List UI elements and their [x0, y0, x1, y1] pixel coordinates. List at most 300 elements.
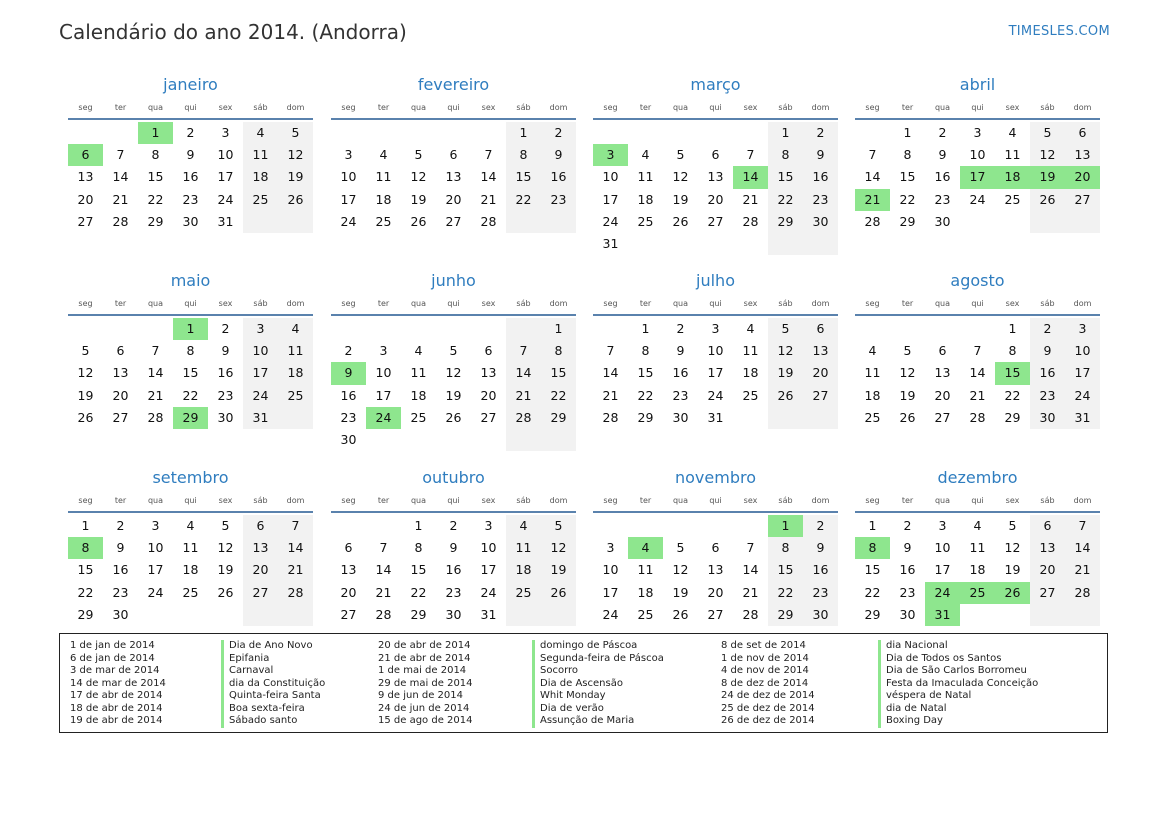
day-cell: 24 [480, 584, 497, 600]
day-cell: 27 [1065, 189, 1100, 211]
weekday-label: dom [549, 299, 568, 308]
day-cell: 23 [541, 189, 576, 211]
day-cell: 23 [934, 191, 951, 207]
day-cell: 4 [868, 343, 877, 359]
day-cell: 15 [182, 365, 199, 381]
day-cell: 13 [1030, 537, 1065, 559]
day-cell: 17 [375, 387, 392, 403]
day-cell: 14 [864, 169, 881, 185]
day-cell: 29 [541, 407, 576, 429]
empty-cell [506, 604, 541, 626]
weekday-header [593, 294, 838, 316]
day-cell: 18 [637, 584, 654, 600]
weekday-label: dom [549, 496, 568, 505]
month-5 [68, 270, 313, 429]
day-cell: 18 [742, 365, 759, 381]
day-cell: 12 [672, 562, 689, 578]
day-cell: 6 [938, 343, 947, 359]
legend-entry: 6 de jan de 2014 [70, 652, 155, 664]
weekday-label: seg [865, 496, 880, 505]
day-cell: 16 [340, 387, 357, 403]
day-cell: 2 [344, 343, 353, 359]
day-cell: 31 [1065, 407, 1100, 429]
day-cell: 4 [506, 515, 541, 537]
month-name: maio [170, 271, 211, 290]
day-cell: 17 [1065, 362, 1100, 384]
day-cell: 11 [278, 340, 313, 362]
day-cell: 8 [541, 340, 576, 362]
day-cell: 2 [1030, 318, 1065, 340]
day-cell: 23 [803, 582, 838, 604]
weekday-label: seg [341, 496, 356, 505]
day-cell: 27 [112, 409, 129, 425]
legend-entry: 26 de dez de 2014 [721, 715, 815, 726]
weekday-label: ter [377, 103, 390, 112]
day-cell: 14 [1065, 537, 1100, 559]
weekday-label: ter [114, 103, 127, 112]
day-cell: 3 [151, 518, 160, 533]
empty-cell [471, 122, 506, 144]
day-cell: 4 [186, 518, 195, 533]
empty-cell [663, 233, 698, 255]
day-cell: 6 [711, 147, 720, 163]
day-cell: 22 [147, 191, 164, 207]
weekday-label: qua [672, 496, 689, 505]
day-cell: 20 [707, 191, 724, 207]
day-cell: 1 [506, 122, 541, 144]
day-cell: 7 [973, 343, 982, 359]
day-cell: 13 [445, 169, 462, 185]
legend-entry: dia Nacional [886, 640, 948, 651]
empty-cell [506, 429, 541, 451]
empty-cell [366, 429, 401, 451]
empty-cell [243, 211, 278, 233]
day-cell: 4 [1008, 125, 1017, 140]
weekday-label: qua [934, 103, 951, 112]
empty-cell [925, 318, 960, 340]
day-cell: 9 [541, 144, 576, 166]
day-cell: 23 [217, 387, 234, 403]
day-cell: 14 [147, 365, 164, 381]
empty-cell [506, 211, 541, 233]
weekday-label: sáb [253, 103, 268, 112]
day-cell: 29 [1004, 409, 1021, 425]
empty-cell [401, 429, 436, 451]
day-cell: 1 [1008, 321, 1017, 336]
weekday-label: dom [286, 496, 305, 505]
day-cell: 28 [864, 213, 881, 229]
day-cell: 10 [217, 147, 234, 163]
weekday-header [593, 98, 838, 120]
month-7 [593, 270, 838, 429]
day-cell: 28 [506, 407, 541, 429]
month-name: fevereiro [417, 75, 490, 94]
day-cell: 1 [768, 515, 803, 537]
day-grid [855, 318, 1100, 429]
empty-cell [1065, 211, 1100, 233]
day-cell: 5 [1030, 122, 1065, 144]
day-cell: 31 [480, 606, 497, 622]
empty-cell [541, 604, 576, 626]
month-name: julho [696, 271, 735, 290]
day-cell: 8 [1008, 343, 1017, 359]
day-cell: 25 [864, 409, 881, 425]
day-cell: 18 [243, 166, 278, 188]
empty-cell [541, 211, 576, 233]
day-cell: 30 [340, 431, 357, 447]
day-cell: 17 [340, 191, 357, 207]
day-cell: 12 [445, 365, 462, 381]
day-cell: 2 [903, 518, 912, 533]
day-cell: 21 [112, 191, 129, 207]
day-cell: 6 [1030, 515, 1065, 537]
legend-entry: Festa da Imaculada Conceição [886, 677, 1039, 689]
day-cell: 30 [803, 604, 838, 626]
day-cell: 6 [68, 144, 103, 166]
day-cell: 25 [1004, 191, 1021, 207]
day-cell: 15 [637, 365, 654, 381]
empty-cell [68, 122, 103, 144]
weekday-label: ter [377, 299, 390, 308]
weekday-header [68, 98, 313, 120]
weekday-label: seg [78, 496, 93, 505]
day-cell: 19 [1030, 166, 1065, 188]
day-cell: 7 [606, 343, 615, 359]
day-grid [593, 122, 838, 255]
day-cell: 25 [637, 606, 654, 622]
day-cell: 25 [278, 385, 313, 407]
day-cell: 24 [602, 213, 619, 229]
day-cell: 6 [243, 515, 278, 537]
day-cell: 4 [628, 537, 663, 559]
day-cell: 6 [344, 540, 353, 556]
day-cell: 25 [410, 409, 427, 425]
day-cell: 27 [445, 213, 462, 229]
day-cell: 20 [934, 387, 951, 403]
month-3 [593, 74, 838, 255]
empty-cell [663, 122, 698, 144]
day-cell: 14 [375, 562, 392, 578]
day-cell: 8 [186, 343, 195, 359]
empty-cell [366, 122, 401, 144]
day-cell: 28 [278, 582, 313, 604]
weekday-label: qua [410, 299, 427, 308]
day-cell: 29 [410, 606, 427, 622]
day-cell: 14 [480, 169, 497, 185]
day-cell: 16 [445, 562, 462, 578]
day-cell: 28 [742, 606, 759, 622]
day-cell: 20 [340, 584, 357, 600]
day-cell: 10 [707, 343, 724, 359]
day-cell: 24 [243, 385, 278, 407]
day-cell: 21 [480, 191, 497, 207]
day-cell: 2 [449, 518, 458, 533]
weekday-label: dom [1073, 299, 1092, 308]
weekday-label: sex [481, 103, 496, 112]
day-cell: 13 [243, 537, 278, 559]
legend-entry: 21 de abr de 2014 [378, 652, 471, 664]
day-cell: 21 [1065, 559, 1100, 581]
day-cell: 14 [969, 365, 986, 381]
legend-dates-col-2 [378, 640, 473, 728]
weekday-label: qua [672, 103, 689, 112]
day-cell: 11 [506, 537, 541, 559]
day-cell: 18 [278, 362, 313, 384]
day-cell: 10 [934, 540, 951, 556]
day-cell: 27 [77, 213, 94, 229]
day-cell: 28 [480, 213, 497, 229]
day-cell: 4 [746, 321, 755, 336]
day-cell: 27 [243, 582, 278, 604]
day-cell: 16 [803, 559, 838, 581]
legend-entry: Boa sexta-feira [229, 702, 305, 714]
day-cell: 28 [147, 409, 164, 425]
day-cell: 13 [77, 169, 94, 185]
day-cell: 21 [602, 387, 619, 403]
empty-cell [436, 318, 471, 340]
weekday-label: dom [811, 299, 830, 308]
day-cell: 18 [182, 562, 199, 578]
day-cell: 17 [934, 562, 951, 578]
day-cell: 1 [414, 518, 423, 533]
empty-cell [331, 122, 366, 144]
weekday-label: sáb [516, 299, 531, 308]
day-cell: 13 [934, 365, 951, 381]
day-cell: 5 [903, 343, 912, 359]
day-cell: 3 [973, 125, 982, 140]
day-grid [593, 318, 838, 429]
day-cell: 12 [77, 365, 94, 381]
empty-cell [1030, 211, 1065, 233]
day-cell: 17 [480, 562, 497, 578]
day-cell: 27 [707, 606, 724, 622]
day-cell: 16 [217, 365, 234, 381]
day-cell: 3 [379, 343, 388, 359]
day-cell: 15 [77, 562, 94, 578]
day-cell: 30 [182, 213, 199, 229]
day-cell: 22 [768, 582, 803, 604]
weekday-label: ter [901, 496, 914, 505]
day-cell: 12 [672, 169, 689, 185]
weekday-label: sáb [1040, 299, 1055, 308]
weekday-label: sex [481, 496, 496, 505]
site-link[interactable]: TIMESLES.COM [1008, 24, 1110, 39]
day-cell: 15 [995, 362, 1030, 384]
day-cell: 7 [1065, 515, 1100, 537]
legend-entry: 25 de dez de 2014 [721, 702, 815, 714]
day-cell: 15 [864, 562, 881, 578]
day-cell: 1 [768, 122, 803, 144]
empty-cell [401, 122, 436, 144]
day-cell: 24 [1065, 385, 1100, 407]
day-cell: 11 [969, 540, 986, 556]
day-cell: 29 [768, 211, 803, 233]
day-cell: 3 [243, 318, 278, 340]
day-cell: 27 [340, 606, 357, 622]
day-cell: 9 [221, 343, 230, 359]
legend-entry: Epifania [229, 652, 270, 664]
day-cell: 9 [676, 343, 685, 359]
empty-cell [593, 318, 628, 340]
weekday-label: ter [639, 103, 652, 112]
holiday-legend [59, 633, 1108, 733]
day-cell: 16 [934, 169, 951, 185]
day-cell: 11 [243, 144, 278, 166]
day-cell: 1 [541, 318, 576, 340]
day-cell: 2 [221, 321, 230, 336]
day-cell: 2 [116, 518, 125, 533]
month-name: novembro [675, 468, 756, 487]
empty-cell [628, 233, 663, 255]
day-grid [68, 122, 313, 233]
weekday-header [855, 294, 1100, 316]
day-cell: 28 [375, 606, 392, 622]
day-cell: 14 [733, 166, 768, 188]
day-cell: 17 [243, 362, 278, 384]
day-cell: 5 [676, 147, 685, 163]
day-cell: 28 [112, 213, 129, 229]
day-cell: 20 [803, 362, 838, 384]
day-cell: 16 [803, 166, 838, 188]
day-cell: 11 [182, 540, 199, 556]
day-cell: 19 [410, 191, 427, 207]
day-cell: 29 [864, 606, 881, 622]
day-cell: 25 [637, 213, 654, 229]
day-cell: 26 [899, 409, 916, 425]
day-cell: 31 [217, 213, 234, 229]
day-cell: 16 [112, 562, 129, 578]
weekday-label: sáb [1040, 496, 1055, 505]
day-cell: 22 [864, 584, 881, 600]
day-cell: 22 [506, 189, 541, 211]
day-cell: 19 [768, 362, 803, 384]
day-cell: 9 [803, 144, 838, 166]
legend-entry: 20 de abr de 2014 [378, 640, 471, 651]
day-cell: 2 [803, 515, 838, 537]
legend-entry: Assunção de Maria [540, 715, 635, 726]
day-cell: 17 [707, 365, 724, 381]
weekday-label: ter [639, 496, 652, 505]
weekday-label: sáb [778, 103, 793, 112]
weekday-label: qui [447, 496, 460, 505]
legend-entry: Dia de verão [540, 702, 604, 714]
day-cell: 9 [903, 540, 912, 556]
day-cell: 27 [480, 409, 497, 425]
empty-cell [243, 604, 278, 626]
weekday-label: seg [865, 103, 880, 112]
day-cell: 28 [1065, 582, 1100, 604]
weekday-label: ter [114, 496, 127, 505]
legend-entry: 1 de mai de 2014 [378, 665, 467, 676]
day-cell: 19 [77, 387, 94, 403]
empty-cell [103, 122, 138, 144]
legend-entry: 29 de mai de 2014 [378, 677, 473, 689]
weekday-header [855, 491, 1100, 513]
weekday-label: qui [184, 496, 197, 505]
legend-names-col-3 [878, 640, 1038, 728]
day-cell: 24 [707, 387, 724, 403]
day-cell: 10 [602, 169, 619, 185]
day-cell: 26 [77, 409, 94, 425]
day-cell: 27 [1030, 582, 1065, 604]
empty-cell [208, 604, 243, 626]
weekday-header [593, 491, 838, 513]
day-cell: 17 [602, 191, 619, 207]
day-cell: 4 [243, 122, 278, 144]
day-cell: 10 [602, 562, 619, 578]
day-cell: 30 [934, 213, 951, 229]
day-cell: 9 [803, 537, 838, 559]
day-cell: 18 [410, 387, 427, 403]
day-cell: 31 [243, 407, 278, 429]
day-cell: 30 [445, 606, 462, 622]
day-cell: 20 [112, 387, 129, 403]
weekday-label: sáb [516, 496, 531, 505]
weekday-label: seg [865, 299, 880, 308]
day-cell: 19 [541, 559, 576, 581]
legend-entry: Dia de Ano Novo [229, 640, 313, 651]
day-cell: 7 [746, 540, 755, 556]
day-cell: 24 [925, 582, 960, 604]
day-cell: 5 [541, 515, 576, 537]
day-cell: 5 [414, 147, 423, 163]
weekday-label: sex [1005, 299, 1020, 308]
weekday-label: qui [971, 496, 984, 505]
day-cell: 4 [641, 147, 650, 163]
day-cell: 28 [969, 409, 986, 425]
weekday-label: qui [971, 299, 984, 308]
day-cell: 3 [344, 147, 353, 163]
day-cell: 22 [541, 385, 576, 407]
day-cell: 26 [541, 582, 576, 604]
weekday-label: dom [811, 103, 830, 112]
empty-cell [663, 515, 698, 537]
day-cell: 23 [445, 584, 462, 600]
empty-cell [855, 122, 890, 144]
empty-cell [278, 211, 313, 233]
day-cell: 1 [173, 318, 208, 340]
weekday-label: qua [934, 299, 951, 308]
day-cell: 30 [112, 606, 129, 622]
day-cell: 8 [68, 537, 103, 559]
day-cell: 5 [768, 318, 803, 340]
month-10 [331, 467, 576, 626]
legend-entry: 1 de nov de 2014 [721, 652, 809, 664]
month-1 [68, 74, 313, 233]
empty-cell [960, 318, 995, 340]
day-cell: 10 [480, 540, 497, 556]
legend-entry: Segunda-feira de Páscoa [540, 652, 664, 664]
day-cell: 3 [606, 540, 615, 556]
month-8 [855, 270, 1100, 429]
day-cell: 15 [147, 169, 164, 185]
day-cell: 24 [340, 213, 357, 229]
day-cell: 20 [445, 191, 462, 207]
weekday-label: seg [78, 299, 93, 308]
day-cell: 13 [340, 562, 357, 578]
day-cell: 1 [903, 125, 912, 140]
day-cell: 20 [480, 387, 497, 403]
day-cell: 26 [672, 606, 689, 622]
empty-cell [278, 604, 313, 626]
day-cell: 14 [602, 365, 619, 381]
day-cell: 9 [449, 540, 458, 556]
day-cell: 5 [449, 343, 458, 359]
weekday-label: ter [639, 299, 652, 308]
empty-cell [436, 429, 471, 451]
day-cell: 11 [410, 365, 427, 381]
month-name: abril [959, 75, 996, 94]
